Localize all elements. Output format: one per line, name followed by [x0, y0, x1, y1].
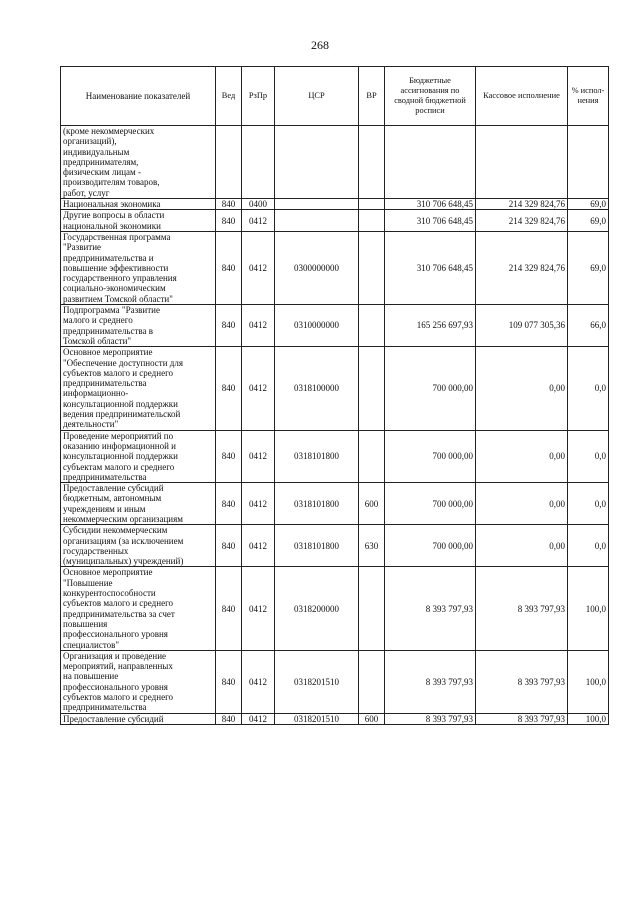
cell-name: Проведение мероприятий по оказанию информационной и консультационной поддержки субъектам малого и среднего предпринимательства [61, 430, 216, 482]
cell-ved: 840 [216, 430, 242, 482]
cell-vr [359, 347, 385, 430]
table-row [61, 567, 609, 650]
header-csr: ЦСР [275, 67, 359, 126]
cell-vr [359, 231, 385, 304]
cell-ved: 840 [216, 525, 242, 567]
cell-cash-execution: 214 329 824,76 [476, 231, 568, 304]
cell-rzpr: 0412 [242, 567, 275, 650]
table-row [61, 430, 609, 482]
cell-vr [359, 430, 385, 482]
cell-vr: 630 [359, 525, 385, 567]
cell-csr: 0318101800 [275, 525, 359, 567]
cell-ved: 840 [216, 567, 242, 650]
cell-assignments: 8 393 797,93 [385, 567, 476, 650]
cell-name: Другие вопросы в области национальной экономики [61, 210, 216, 232]
cell-cash-execution: 0,00 [476, 430, 568, 482]
cell-assignments: 310 706 648,45 [385, 199, 476, 210]
cell-cash-execution: 0,00 [476, 347, 568, 430]
cell-assignments: 8 393 797,93 [385, 650, 476, 713]
cell-name: Государственная программа "Развитие предпринимательства и повышение эффективности государственного управления социально-экономическим развитием Томской области" [61, 231, 216, 304]
cell-rzpr: 0400 [242, 199, 275, 210]
cell-rzpr: 0412 [242, 650, 275, 713]
cell-assignments: 700 000,00 [385, 483, 476, 525]
cell-assignments: 700 000,00 [385, 347, 476, 430]
cell-csr: 0300000000 [275, 231, 359, 304]
cell-percent: 100,0 [568, 567, 609, 650]
cell-csr: 0318100000 [275, 347, 359, 430]
cell-vr [359, 199, 385, 210]
cell-ved: 840 [216, 483, 242, 525]
cell-name: Организация и проведение мероприятий, направленных на повышение профессионального уровня субъектов малого и среднего предпринимательства [61, 650, 216, 713]
header-assignments: Бюджетные ассигнования по сводной бюджетной росписи [385, 67, 476, 126]
cell-name: (кроме некоммерческих организаций), индивидуальным предпринимателям, физическим лицам - производителям товаров, работ, услуг [61, 126, 216, 199]
header-cash-execution: Кассовое исполнение [476, 67, 568, 126]
cell-assignments [385, 126, 476, 199]
cell-rzpr [242, 126, 275, 199]
cell-name: Подпрограмма "Развитие малого и среднего предпринимательства в Томской области" [61, 305, 216, 347]
cell-csr: 0310000000 [275, 305, 359, 347]
cell-vr [359, 126, 385, 199]
cell-percent: 66,0 [568, 305, 609, 347]
cell-csr: 0318200000 [275, 567, 359, 650]
cell-ved: 840 [216, 199, 242, 210]
header-row [61, 67, 609, 126]
cell-rzpr: 0412 [242, 430, 275, 482]
cell-rzpr: 0412 [242, 347, 275, 430]
cell-percent: 0,0 [568, 483, 609, 525]
cell-name: Субсидии некоммерческим организациям (за исключением государственных (муниципальных) учреждений) [61, 525, 216, 567]
table-row [61, 126, 609, 199]
table-row [61, 231, 609, 304]
cell-vr [359, 210, 385, 232]
cell-percent: 0,0 [568, 347, 609, 430]
cell-csr: 0318201510 [275, 650, 359, 713]
cell-rzpr: 0412 [242, 210, 275, 232]
cell-assignments: 310 706 648,45 [385, 210, 476, 232]
cell-ved: 840 [216, 210, 242, 232]
cell-vr [359, 305, 385, 347]
cell-assignments: 310 706 648,45 [385, 231, 476, 304]
header-rzpr: РзПр [242, 67, 275, 126]
budget-table [60, 66, 609, 725]
table-row [61, 713, 609, 724]
cell-name: Основное мероприятие "Обеспечение доступности для субъектов малого и среднего предпринимательства информационно- консультационной поддержки ведения предпринимательской деятельности" [61, 347, 216, 430]
cell-vr: 600 [359, 483, 385, 525]
page-number: 268 [311, 38, 329, 52]
cell-rzpr: 0412 [242, 305, 275, 347]
cell-csr: 0318201510 [275, 713, 359, 724]
cell-csr: 0318101800 [275, 430, 359, 482]
table-row [61, 210, 609, 232]
header-vr: ВР [359, 67, 385, 126]
cell-cash-execution: 214 329 824,76 [476, 199, 568, 210]
cell-name: Предоставление субсидий бюджетным, автономным учреждениям и иным некоммерческим организациям [61, 483, 216, 525]
table-row [61, 199, 609, 210]
cell-name: Национальная экономика [61, 199, 216, 210]
table-row [61, 347, 609, 430]
cell-ved: 840 [216, 347, 242, 430]
cell-name: Основное мероприятие "Повышение конкурентоспособности субъектов малого и среднего предпринимательства за счет повышения профессионального уровня специалистов" [61, 567, 216, 650]
cell-cash-execution: 8 393 797,93 [476, 713, 568, 724]
cell-vr [359, 650, 385, 713]
cell-cash-execution [476, 126, 568, 199]
cell-csr [275, 210, 359, 232]
cell-percent: 0,0 [568, 525, 609, 567]
cell-rzpr: 0412 [242, 713, 275, 724]
cell-rzpr: 0412 [242, 525, 275, 567]
cell-cash-execution: 0,00 [476, 483, 568, 525]
header-percent: % испол-нения [568, 67, 609, 126]
table-row [61, 525, 609, 567]
cell-percent: 69,0 [568, 199, 609, 210]
cell-percent: 0,0 [568, 430, 609, 482]
cell-csr [275, 126, 359, 199]
cell-ved [216, 126, 242, 199]
cell-assignments: 700 000,00 [385, 525, 476, 567]
cell-rzpr: 0412 [242, 483, 275, 525]
cell-percent [568, 126, 609, 199]
cell-percent: 100,0 [568, 713, 609, 724]
cell-cash-execution: 8 393 797,93 [476, 567, 568, 650]
cell-vr [359, 567, 385, 650]
cell-ved: 840 [216, 713, 242, 724]
cell-ved: 840 [216, 231, 242, 304]
cell-percent: 100,0 [568, 650, 609, 713]
cell-percent: 69,0 [568, 231, 609, 304]
cell-cash-execution: 8 393 797,93 [476, 650, 568, 713]
cell-assignments: 8 393 797,93 [385, 713, 476, 724]
cell-vr: 600 [359, 713, 385, 724]
header-ved: Вед [216, 67, 242, 126]
cell-cash-execution: 0,00 [476, 525, 568, 567]
cell-name: Предоставление субсидий [61, 713, 216, 724]
cell-percent: 69,0 [568, 210, 609, 232]
cell-csr: 0318101800 [275, 483, 359, 525]
cell-rzpr: 0412 [242, 231, 275, 304]
cell-csr [275, 199, 359, 210]
table-row [61, 483, 609, 525]
cell-cash-execution: 109 077 305,36 [476, 305, 568, 347]
header-name: Наименование показателей [61, 67, 216, 126]
cell-ved: 840 [216, 305, 242, 347]
table-row [61, 650, 609, 713]
table-row [61, 305, 609, 347]
cell-assignments: 165 256 697,93 [385, 305, 476, 347]
cell-cash-execution: 214 329 824,76 [476, 210, 568, 232]
cell-ved: 840 [216, 650, 242, 713]
cell-assignments: 700 000,00 [385, 430, 476, 482]
